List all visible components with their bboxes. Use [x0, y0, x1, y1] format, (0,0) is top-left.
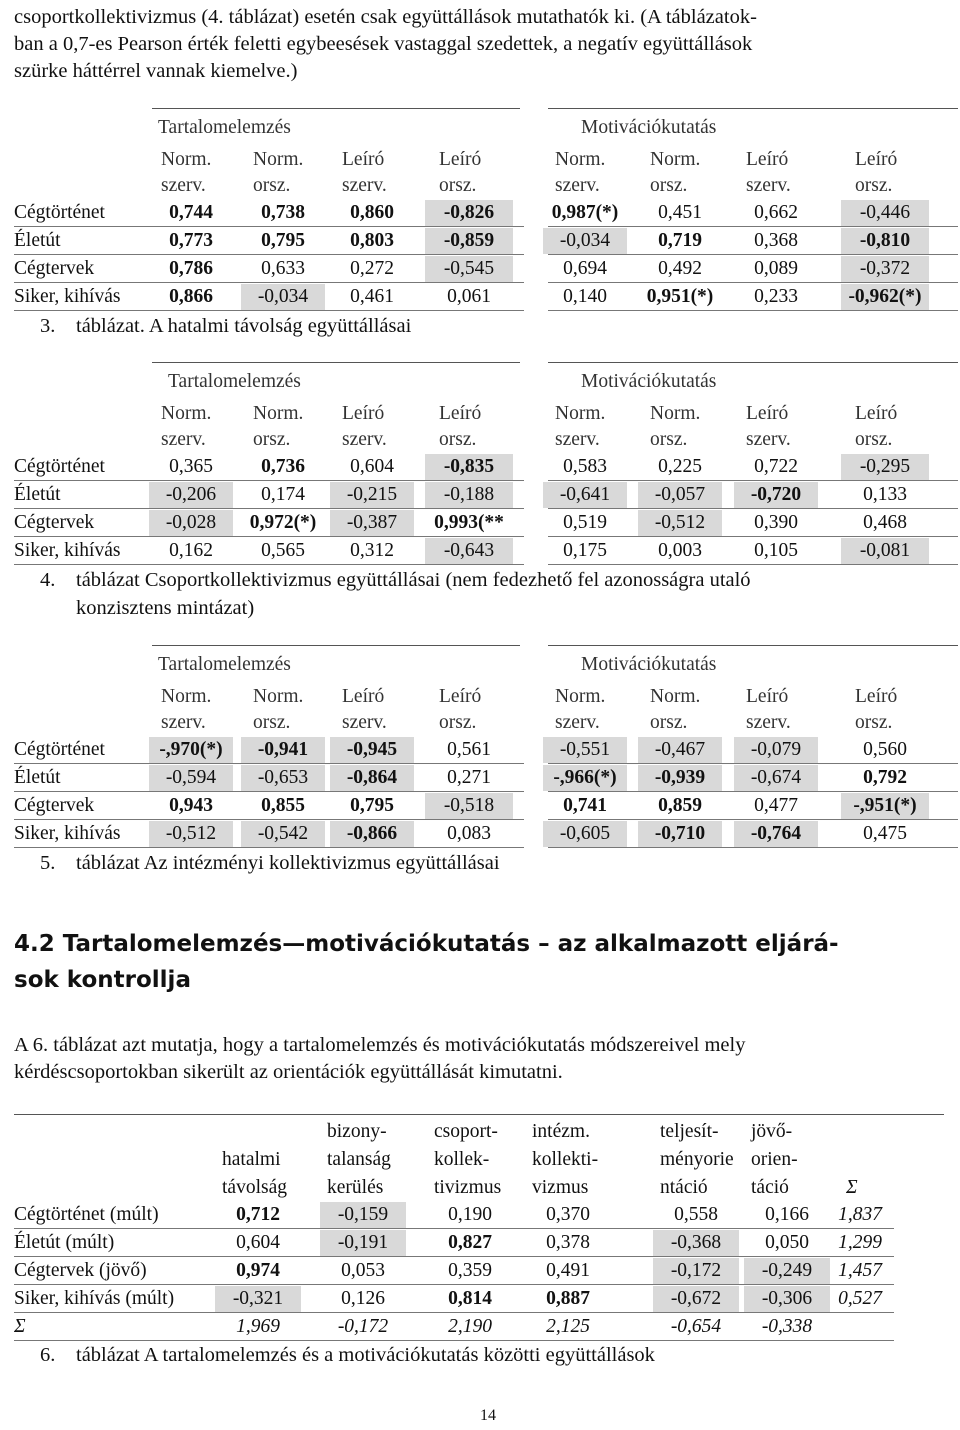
table6-cell: -0,191	[320, 1230, 406, 1256]
table6-cell: -0,172	[653, 1258, 739, 1284]
row-label: Cégtervek	[14, 258, 95, 279]
table6-cell: 1,457	[838, 1260, 882, 1281]
table-cell: 0,736	[261, 456, 305, 477]
row-rule	[548, 226, 958, 227]
col-header-line-2: orsz.	[439, 712, 477, 733]
table-cell: 0,089	[754, 258, 798, 279]
table-cell: -0,512	[638, 510, 722, 536]
row-rule	[548, 508, 958, 509]
row-label: Életút	[14, 767, 61, 788]
table6-row-label: Életút (múlt)	[14, 1232, 115, 1253]
table6-col-header-line: táció	[751, 1177, 789, 1198]
table-top-rule-left	[152, 362, 520, 363]
col-header-line-2: szerv.	[342, 712, 387, 733]
table-cell: 0,272	[350, 258, 394, 279]
table-cell: 0,859	[658, 795, 702, 816]
table6-caption-number: 6.	[40, 1344, 56, 1366]
table-cell: 0,583	[563, 456, 607, 477]
col-header-line-1: Leíró	[342, 149, 385, 170]
col-header-line-2: orsz.	[253, 175, 291, 196]
col-header-line-2: orsz.	[439, 429, 477, 450]
row-rule	[548, 310, 958, 311]
col-header-line-1: Norm.	[650, 149, 701, 170]
table6-cell: 1,837	[838, 1204, 882, 1225]
table-cell: -0,605	[543, 821, 627, 847]
table-cell: 0,271	[447, 767, 491, 788]
table6-cell: -0,249	[744, 1258, 830, 1284]
table6-cell: 2,190	[448, 1316, 492, 1337]
table-top-rule-left	[152, 108, 520, 109]
row-label: Cégtervek	[14, 795, 95, 816]
table-cell: 0,744	[169, 202, 213, 223]
table6-cell: -0,368	[653, 1230, 739, 1256]
col-header-line-1: Norm.	[555, 686, 606, 707]
col-header-line-1: Leíró	[746, 403, 789, 424]
table-cell: -0,859	[425, 228, 513, 254]
table-cell: -0,206	[149, 482, 233, 508]
row-rule	[548, 536, 958, 537]
table6-cell: 0,887	[546, 1288, 590, 1309]
table-cell: -0,764	[734, 821, 818, 847]
table6-col-header-line: jövő-	[751, 1121, 793, 1142]
row-rule	[14, 819, 524, 820]
table6-col-header-line: ntáció	[660, 1177, 708, 1198]
col-header-line-2: szerv.	[555, 175, 600, 196]
row-rule	[14, 282, 524, 283]
table-cell: 0,803	[350, 230, 394, 251]
row-label: Cégtervek	[14, 512, 95, 533]
col-header-line-2: szerv.	[746, 712, 791, 733]
table-cell: -0,057	[638, 482, 722, 508]
table-cell: 0,855	[261, 795, 305, 816]
table6-col-header-line: kollekti-	[532, 1149, 599, 1170]
table-cell: 0,972(*)	[249, 512, 317, 533]
table-cell: -,966(*)	[543, 765, 627, 791]
col-header-line-2: orsz.	[650, 175, 688, 196]
table-cell: -0,551	[543, 737, 627, 763]
table-cell: 0,741	[563, 795, 607, 816]
col-header-line-2: orsz.	[855, 712, 893, 733]
table-cell: 0,133	[863, 484, 907, 505]
table-cell: -0,518	[425, 793, 513, 819]
table6-col-header-line: kerülés	[327, 1177, 384, 1198]
table-caption-text-line-2: konzisztens mintázat)	[76, 597, 255, 619]
table-caption-text: táblázat Csoportkollektivizmus együttállásai (nem fedezhető fel azonosságra utaló	[76, 569, 751, 591]
table-cell: -0,939	[638, 765, 722, 791]
group-heading-motivation-research: Motivációkutatás	[581, 654, 717, 675]
row-rule	[548, 254, 958, 255]
table6-col-header-line: orien-	[751, 1149, 798, 1170]
table-cell: 0,943	[169, 795, 213, 816]
row-rule	[14, 226, 524, 227]
row-label: Cégtörténet	[14, 739, 105, 760]
group-heading-motivation-research: Motivációkutatás	[581, 117, 717, 138]
table-cell: 0,738	[261, 202, 305, 223]
table-cell: -0,387	[330, 510, 414, 536]
col-header-line-2: szerv.	[342, 429, 387, 450]
body-line-2: kérdéscsoportokban sikerült az orientációk együttállását kimutatni.	[14, 1061, 563, 1083]
table-cell: 0,633	[261, 258, 305, 279]
table-cell: -,951(*)	[841, 793, 929, 819]
col-header-line-1: Norm.	[650, 686, 701, 707]
group-heading-content-analysis: Tartalomelemzés	[168, 371, 301, 392]
table6-top-rule	[14, 1114, 944, 1115]
table-cell: -0,467	[638, 737, 722, 763]
col-header-line-2: szerv.	[342, 175, 387, 196]
row-rule	[548, 847, 958, 848]
table-top-rule-right	[548, 362, 958, 363]
table6-row-label: Σ	[14, 1316, 26, 1337]
group-heading-motivation-research: Motivációkutatás	[581, 371, 717, 392]
row-label: Cégtörténet	[14, 202, 105, 223]
section-heading-line-2: sok kontrollja	[14, 967, 191, 993]
table-cell: -0,446	[841, 200, 929, 226]
table6-cell: 0,050	[765, 1232, 809, 1253]
row-label: Siker, kihívás	[14, 540, 121, 561]
table6-cell: 0,827	[448, 1232, 492, 1253]
table6-cell: 1,299	[838, 1232, 882, 1253]
col-header-line-2: orsz.	[439, 175, 477, 196]
table-cell: 0,140	[563, 286, 607, 307]
table6-row-rule	[14, 1312, 894, 1313]
col-header-line-2: szerv.	[555, 712, 600, 733]
table-cell: 0,003	[658, 540, 702, 561]
table-cell: 0,468	[863, 512, 907, 533]
col-header-line-1: Leíró	[342, 686, 385, 707]
section-heading-line-1: 4.2 Tartalomelemzés—motivációkutatás – az alkalmazott eljárá-	[14, 931, 839, 957]
body-line-1: A 6. táblázat azt mutatja, hogy a tartalomelemzés és motivációkutatás módszereivel mely	[14, 1034, 746, 1056]
col-header-line-1: Norm.	[555, 149, 606, 170]
col-header-line-2: orsz.	[253, 712, 291, 733]
table-cell: -0,372	[841, 256, 929, 282]
col-header-line-2: orsz.	[855, 429, 893, 450]
table-caption-number: 3.	[40, 315, 56, 337]
row-label: Siker, kihívás	[14, 823, 121, 844]
col-header-line-1: Norm.	[253, 149, 304, 170]
table-cell: 0,451	[658, 202, 702, 223]
row-rule	[14, 564, 524, 565]
row-rule	[14, 847, 524, 848]
table-cell: 0,365	[169, 456, 213, 477]
col-header-line-1: Leíró	[855, 686, 898, 707]
table-cell: 0,722	[754, 456, 798, 477]
row-label: Cégtörténet	[14, 456, 105, 477]
table6-col-header-line: intézm.	[532, 1121, 590, 1142]
row-rule	[14, 536, 524, 537]
table-cell: -0,710	[638, 821, 722, 847]
table-cell: 0,951(*)	[646, 286, 714, 307]
table6-cell: 1,969	[236, 1316, 280, 1337]
table-cell: -0,962(*)	[841, 284, 929, 310]
intro-line-2: ban a 0,7-es Pearson érték feletti egybeesések vastaggal szedettek, a negatív együttállások	[14, 33, 753, 55]
table6-cell: -0,654	[670, 1316, 722, 1337]
table-cell: 0,174	[261, 484, 305, 505]
row-rule	[548, 480, 958, 481]
table6-col-header-line: távolság	[222, 1177, 287, 1198]
table-cell: -0,034	[543, 228, 627, 254]
table6-col-header-line: vizmus	[532, 1177, 589, 1198]
page-number: 14	[480, 1407, 496, 1424]
table-cell: -0,079	[734, 737, 818, 763]
table-cell: -0,545	[425, 256, 513, 282]
table-caption-text: táblázat Az intézményi kollektivizmus együttállásai	[76, 852, 500, 874]
table-cell: 0,719	[658, 230, 702, 251]
table6-cell: 0,527	[838, 1288, 882, 1309]
col-header-line-2: szerv.	[555, 429, 600, 450]
intro-paragraph	[14, 4, 944, 85]
table6-col-header-line: Σ	[846, 1177, 858, 1198]
table6-col-header-line: bizony-	[327, 1121, 387, 1142]
table6-col-header-line: tivizmus	[434, 1177, 502, 1198]
table6-row-label: Cégtervek (jövő)	[14, 1260, 147, 1281]
table-cell: 0,795	[350, 795, 394, 816]
table-cell: 0,987(*)	[551, 202, 619, 223]
table6-col-header-line: kollek-	[434, 1149, 490, 1170]
table-cell: -0,188	[425, 482, 513, 508]
row-rule	[14, 791, 524, 792]
table-cell: -0,594	[149, 765, 233, 791]
table6-cell: -0,338	[761, 1316, 813, 1337]
row-label: Életút	[14, 230, 61, 251]
table-cell: 0,662	[754, 202, 798, 223]
table-cell: -0,641	[543, 482, 627, 508]
table-caption-text: táblázat. A hatalmi távolság együttállásai	[76, 315, 412, 337]
col-header-line-2: szerv.	[161, 175, 206, 196]
table-cell: 0,866	[169, 286, 213, 307]
row-rule	[548, 564, 958, 565]
table-cell: -0,835	[425, 454, 513, 480]
col-header-line-1: Norm.	[253, 403, 304, 424]
table6-row-label: Cégtörténet (múlt)	[14, 1204, 159, 1225]
col-header-line-2: orsz.	[650, 429, 688, 450]
col-header-line-1: Leíró	[746, 686, 789, 707]
table-top-rule-left	[152, 645, 520, 646]
col-header-line-1: Leíró	[439, 686, 482, 707]
table-cell: 0,175	[563, 540, 607, 561]
table-cell: -0,826	[425, 200, 513, 226]
table-cell: 0,162	[169, 540, 213, 561]
row-rule	[14, 763, 524, 764]
row-rule	[14, 480, 524, 481]
table-cell: 0,477	[754, 795, 798, 816]
col-header-line-1: Leíró	[746, 149, 789, 170]
table6-cell: -0,159	[320, 1202, 406, 1228]
table-cell: 0,565	[261, 540, 305, 561]
table6-cell: 0,370	[546, 1204, 590, 1225]
table6-cell: 0,712	[236, 1204, 280, 1225]
table6-col-header-line: hatalmi	[222, 1149, 281, 1170]
table-cell: -0,720	[734, 482, 818, 508]
table6-cell: 0,053	[341, 1260, 385, 1281]
row-rule	[548, 763, 958, 764]
table-cell: -0,081	[841, 538, 929, 564]
intro-line-3: szürke háttérrel vannak kiemelve.)	[14, 60, 298, 82]
table6-cell: 0,604	[236, 1232, 280, 1253]
table-cell: 0,368	[754, 230, 798, 251]
row-rule	[548, 791, 958, 792]
row-rule	[14, 254, 524, 255]
table-cell: -0,512	[149, 821, 233, 847]
table6-cell: 0,378	[546, 1232, 590, 1253]
table-cell: 0,795	[261, 230, 305, 251]
col-header-line-1: Leíró	[855, 149, 898, 170]
table-cell: 0,225	[658, 456, 702, 477]
body-paragraph	[14, 1032, 944, 1086]
col-header-line-1: Leíró	[342, 403, 385, 424]
table-cell: 0,390	[754, 512, 798, 533]
table6-row-rule	[14, 1256, 894, 1257]
table-cell: -0,864	[330, 765, 414, 791]
table-cell: 0,993(**	[434, 512, 504, 533]
table-cell: 0,694	[563, 258, 607, 279]
table-cell: 0,105	[754, 540, 798, 561]
row-rule	[14, 310, 524, 311]
table6-cell	[825, 1314, 895, 1340]
table6-cell: 2,125	[546, 1316, 590, 1337]
col-header-line-2: szerv.	[161, 429, 206, 450]
row-rule	[14, 508, 524, 509]
col-header-line-1: Norm.	[161, 149, 212, 170]
table6-cell: -0,321	[215, 1286, 301, 1312]
table-cell: 0,233	[754, 286, 798, 307]
col-header-line-2: orsz.	[650, 712, 688, 733]
table6-cell: -0,172	[337, 1316, 389, 1337]
table-cell: 0,604	[350, 456, 394, 477]
table-cell: -0,810	[841, 228, 929, 254]
table-cell: -0,034	[241, 284, 325, 310]
table-cell: 0,061	[447, 286, 491, 307]
table-cell: 0,792	[863, 767, 907, 788]
row-rule	[548, 282, 958, 283]
table-cell: -0,295	[841, 454, 929, 480]
intro-line-1: csoportkollektivizmus (4. táblázat) esetén csak együttállások mutathatók ki. (A táblázatok-	[14, 6, 757, 28]
table-cell: 0,773	[169, 230, 213, 251]
table-top-rule-right	[548, 108, 958, 109]
row-rule	[548, 819, 958, 820]
group-heading-content-analysis: Tartalomelemzés	[158, 654, 291, 675]
col-header-line-1: Leíró	[439, 149, 482, 170]
table6-cell: -0,672	[653, 1286, 739, 1312]
table-cell: 0,492	[658, 258, 702, 279]
table-cell: -0,941	[241, 737, 325, 763]
table6-row-rule	[14, 1284, 894, 1285]
table6-col-header-line: csoport-	[434, 1121, 498, 1142]
col-header-line-1: Norm.	[161, 403, 212, 424]
col-header-line-2: orsz.	[253, 429, 291, 450]
table-cell: 0,561	[447, 739, 491, 760]
group-heading-content-analysis: Tartalomelemzés	[158, 117, 291, 138]
col-header-line-2: szerv.	[161, 712, 206, 733]
table6-cell: 0,491	[546, 1260, 590, 1281]
col-header-line-1: Norm.	[253, 686, 304, 707]
table6-cell: 0,166	[765, 1204, 809, 1225]
table-cell: -0,653	[241, 765, 325, 791]
col-header-line-1: Leíró	[439, 403, 482, 424]
table-cell: 0,519	[563, 512, 607, 533]
table-cell: -0,643	[425, 538, 513, 564]
col-header-line-1: Norm.	[650, 403, 701, 424]
table-cell: -,970(*)	[149, 737, 233, 763]
table-cell: -0,866	[330, 821, 414, 847]
table6-col-header-line: ményorie	[660, 1149, 734, 1170]
table-cell: 0,475	[863, 823, 907, 844]
col-header-line-1: Norm.	[161, 686, 212, 707]
table-cell: 0,312	[350, 540, 394, 561]
table-cell: -0,028	[149, 510, 233, 536]
table6-cell: 0,814	[448, 1288, 492, 1309]
table-cell: 0,560	[863, 739, 907, 760]
table-cell: -0,945	[330, 737, 414, 763]
table6-cell: -0,306	[744, 1286, 830, 1312]
table6-col-header-line: talanság	[327, 1149, 391, 1170]
table6-cell: 0,126	[341, 1288, 385, 1309]
table-cell: -0,542	[241, 821, 325, 847]
table-cell: 0,860	[350, 202, 394, 223]
col-header-line-2: szerv.	[746, 175, 791, 196]
table6-caption-text: táblázat A tartalomelemzés és a motivációkutatás közötti együttállások	[76, 1344, 655, 1366]
col-header-line-2: orsz.	[855, 175, 893, 196]
table6-cell: 0,558	[674, 1204, 718, 1225]
table-cell: 0,461	[350, 286, 394, 307]
row-label: Életút	[14, 484, 61, 505]
table-cell: 0,786	[169, 258, 213, 279]
table6-row-rule	[14, 1340, 894, 1341]
table6-cell: 0,190	[448, 1204, 492, 1225]
table-caption-number: 5.	[40, 852, 56, 874]
table-cell: -0,215	[330, 482, 414, 508]
col-header-line-2: szerv.	[746, 429, 791, 450]
table-top-rule-right	[548, 645, 958, 646]
col-header-line-1: Leíró	[855, 403, 898, 424]
row-label: Siker, kihívás	[14, 286, 121, 307]
table-caption-number: 4.	[40, 569, 56, 591]
table6-row-label: Siker, kihívás (múlt)	[14, 1288, 175, 1309]
table-cell: 0,083	[447, 823, 491, 844]
table6-cell: 0,359	[448, 1260, 492, 1281]
table6-cell: 0,974	[236, 1260, 280, 1281]
table-cell: -0,674	[734, 765, 818, 791]
col-header-line-1: Norm.	[555, 403, 606, 424]
table6-row-rule	[14, 1228, 894, 1229]
table6-col-header-line: teljesít-	[660, 1121, 719, 1142]
section-heading	[14, 926, 944, 998]
